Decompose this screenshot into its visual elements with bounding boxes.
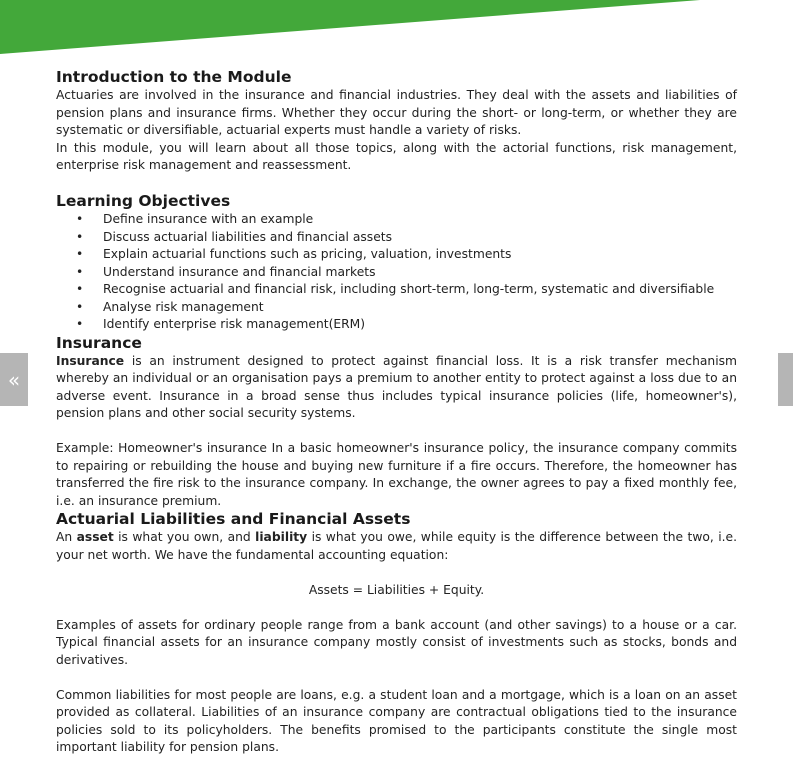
liabilities-paragraph-3: Common liabilities for most people are loans, e.g. a student loan and a mortgage, which is a loan on an asset provided as collateral. Liabilities of an insurance company are contractual obligations tied to the insurance policies sold to its policyholders. The benefits promised to the participants constitute the single most important liability for pension plans.	[56, 687, 737, 754]
list-item	[76, 264, 737, 282]
list-item-text: Define insurance with an example	[103, 212, 314, 226]
section-heading-liabilities: Actuarial Liabilities and Financial Assets	[56, 510, 411, 528]
insurance-definition: is an instrument designed to protect against financial loss. It is a risk transfer mechanism whereby an individual or an organisation pays a premium to another entity to protect against a loss due to an adverse event. Insurance in a broad sense thus includes typical insurance policies (life, homeowner's), pension plans and other social security systems.	[56, 353, 737, 420]
bullet: •	[76, 299, 84, 314]
list-item-text: Discuss actuarial liabilities and financial assets	[103, 229, 392, 244]
section-heading-intro: Introduction to the Module	[56, 68, 292, 86]
list-item	[76, 211, 737, 229]
accounting-equation: Assets = Liabilities + Equity.	[308, 582, 485, 597]
list-item-text: Explain actuarial functions such as pricing, valuation, investments	[103, 247, 512, 261]
section-heading-insurance: Insurance	[56, 333, 142, 352]
double-chevron-left-icon: «	[7, 367, 21, 392]
spacer	[56, 175, 737, 193]
header-banner	[0, 0, 793, 60]
text-run: is what you own, and	[113, 530, 256, 544]
spacer	[56, 599, 737, 617]
list-item-text: Analyse risk management	[103, 299, 264, 314]
bullet: •	[76, 229, 84, 244]
section-heading-objectives: Learning Objectives	[56, 192, 231, 210]
document-body	[56, 68, 737, 757]
intro-paragraph-2: In this module, you will learn about all those topics, along with the actorial functions, risk management, enterprise risk management and reassessment.	[56, 140, 737, 172]
bullet: •	[76, 282, 84, 296]
insurance-example-paragraph: Example: Homeowner's insurance In a basic homeowner's insurance policy, the insurance company commits to repairing or rebuilding the house and buying new furniture if a fire occurs. Therefore, the homeowner has transferred the fire risk to the insurance company. In exchange, the owner agrees to pay a fixed monthly fee, i.e. an insurance premium.	[56, 441, 737, 508]
spacer	[56, 423, 737, 441]
bullet: •	[76, 264, 84, 279]
bullet: •	[76, 212, 84, 226]
list-item	[76, 229, 737, 247]
bullet: •	[76, 247, 84, 261]
insurance-paragraph	[56, 353, 737, 423]
text-run: An	[56, 530, 77, 544]
intro-paragraph-1: Actuaries are involved in the insurance and financial industries. They deal with the assets and liabilities of pension plans and insurance firms. Whether they occur during the short- or long-term, or whether they are systematic or diversifiable, actuarial experts must handle a variety of risks.	[56, 88, 737, 137]
text-run: is what you owe, while equity is the difference between the two, i.e. your net worth. We have the fundamental accounting equation:	[56, 530, 737, 562]
banner-shape	[0, 0, 700, 54]
liabilities-paragraph-1	[56, 529, 737, 564]
list-item	[76, 281, 737, 299]
insurance-term: Insurance	[56, 353, 125, 368]
objectives-list	[56, 211, 737, 334]
liability-term: liability	[255, 530, 308, 544]
list-item-text: Recognise actuarial and financial risk, including short-term, long-term, systematic and diversifiable	[103, 282, 715, 296]
list-item	[76, 316, 737, 334]
asset-term: asset	[76, 530, 114, 544]
liabilities-paragraph-2: Examples of assets for ordinary people range from a bank account (and other savings) to a house or a car. Typical financial assets for an insurance company mostly consist of investments such as stocks, bonds and derivatives.	[56, 617, 737, 667]
list-item	[76, 299, 737, 317]
list-item-text: Identify enterprise risk management(ERM)	[103, 317, 366, 331]
spacer	[56, 564, 737, 582]
list-item	[76, 246, 737, 264]
spacer	[56, 669, 737, 687]
bullet: •	[76, 317, 84, 331]
list-item-text: Understand insurance and financial markets	[103, 264, 376, 279]
previous-page-button[interactable]	[0, 353, 28, 406]
next-page-button[interactable]	[778, 353, 793, 406]
